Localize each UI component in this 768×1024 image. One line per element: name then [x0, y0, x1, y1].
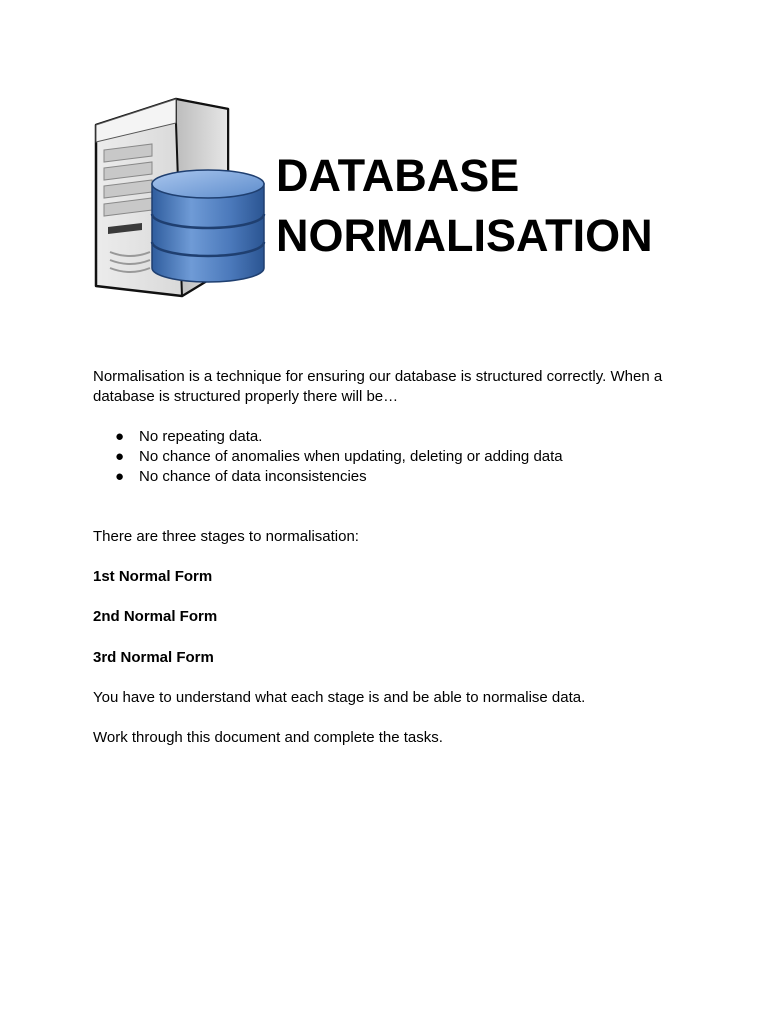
- list-item-text: No chance of anomalies when updating, deleting or adding data: [139, 448, 563, 465]
- list-item-text: No chance of data inconsistencies: [139, 468, 367, 485]
- stages-intro: There are three stages to normalisation:: [93, 528, 359, 545]
- intro-paragraph: Normalisation is a technique for ensuring our database is structured correctly. When a database is structured properly there will be…: [93, 368, 663, 405]
- work-paragraph: Work through this document and complete the tasks.: [93, 729, 443, 746]
- benefits-list: [93, 427, 563, 487]
- title-line-1: DATABASE: [276, 150, 520, 201]
- title-line-2: NORMALISATION: [276, 210, 653, 261]
- bullet-icon: ●: [115, 468, 125, 485]
- list-item-text: No repeating data.: [139, 428, 263, 445]
- normal-form-heading: 1st Normal Form: [93, 568, 213, 585]
- list-item: [93, 467, 563, 487]
- bullet-icon: ●: [115, 428, 125, 445]
- database-server-icon: [90, 92, 268, 302]
- understand-paragraph: You have to understand what each stage is and be able to normalise data.: [93, 689, 586, 706]
- list-item: [93, 427, 563, 447]
- normal-form-heading: 2nd Normal Form: [93, 608, 218, 625]
- list-item: [93, 447, 563, 467]
- bullet-icon: ●: [115, 448, 125, 465]
- document-title: [276, 146, 653, 266]
- normal-form-heading: 3rd Normal Form: [93, 649, 214, 666]
